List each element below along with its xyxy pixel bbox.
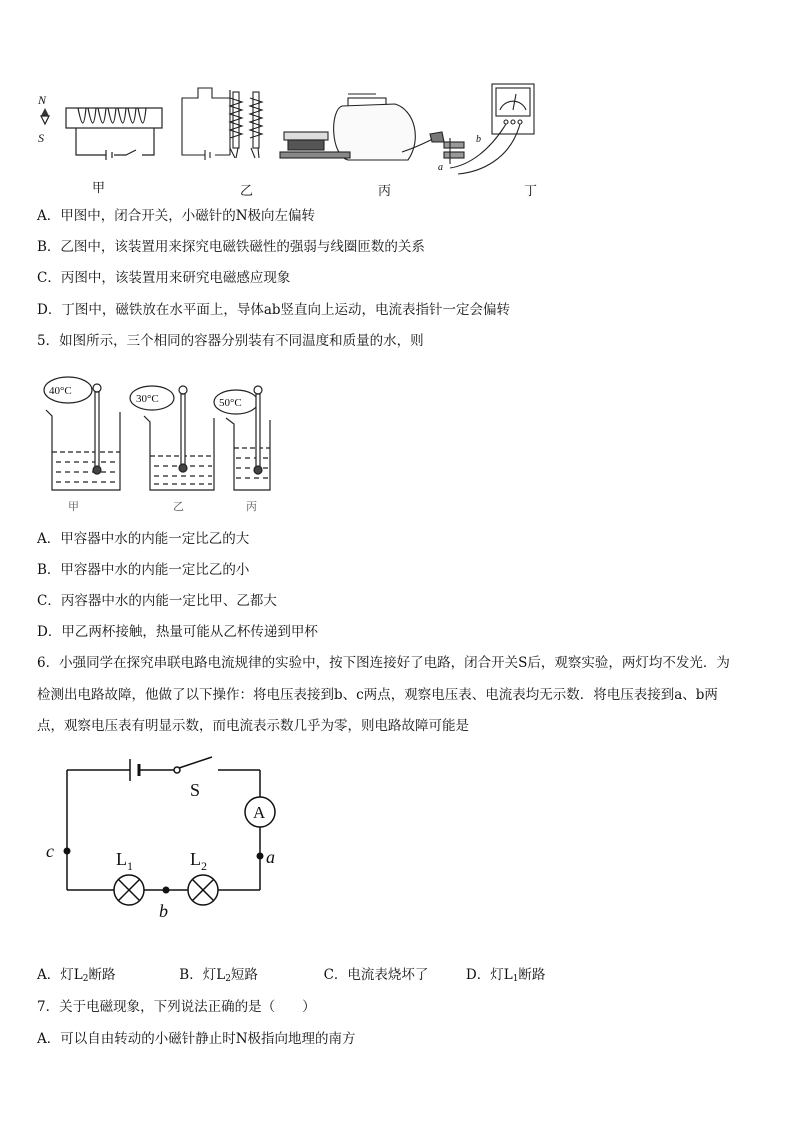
- fig-bing-apparatus: [280, 94, 444, 160]
- compass-s-label: S: [38, 131, 44, 145]
- compass-n-label: N: [38, 93, 47, 107]
- q6-stem-line-2: 检测出电路故障，他做了以下操作：将电压表接到b、c两点，观察电压表、电流表均无示数．将电压表接到a、b两: [37, 687, 718, 703]
- q7-option-a: A．可以自由转动的小磁针静止时N极指向地理的南方: [37, 1031, 356, 1047]
- beaker-label-bing: 丙: [246, 501, 257, 513]
- temp-label-yi: 30°C: [136, 393, 159, 405]
- q5-stem: 5．如图所示，三个相同的容器分别装有不同温度和质量的水，则: [37, 333, 424, 349]
- q4-figure-strip: [30, 80, 550, 200]
- q6-circuit-diagram: [40, 755, 290, 925]
- ding-b-label: b: [476, 134, 481, 145]
- q6-option-c: C．电流表烧坏了: [323, 967, 429, 983]
- ding-a-label: a: [438, 162, 443, 173]
- lamp1-label: $L_1$: [116, 849, 133, 873]
- lamp2-label: $L_2$: [190, 849, 207, 873]
- point-c-label: c: [46, 841, 54, 861]
- point-a-label: a: [266, 847, 275, 867]
- q4-option-b: B．乙图中，该装置用来探究电磁铁磁性的强弱与线圈匝数的关系: [37, 239, 425, 255]
- temp-label-bing: 50°C: [219, 397, 242, 409]
- fig-label-bing: 丙: [378, 184, 392, 199]
- q6-stem-line-3: 点，观察电压表有明显示数，而电流表示数几乎为零，则电路故障可能是: [37, 718, 469, 734]
- beaker-label-yi: 乙: [173, 501, 184, 513]
- fig-label-yi: 乙: [240, 184, 254, 199]
- fig-jia-solenoid: [37, 93, 162, 160]
- q4-option-d: D．丁图中，磁铁放在水平面上，导体ab竖直向上运动，电流表指针一定会偏转: [37, 302, 511, 318]
- switch-label: S: [190, 780, 201, 800]
- q5-option-c: C．丙容器中水的内能一定比甲、乙都大: [37, 593, 277, 609]
- q6-option-d: D．灯$L_1$断路: [465, 967, 546, 984]
- q5-option-d: D．甲乙两杯接触，热量可能从乙杯传递到甲杯: [37, 624, 318, 640]
- temp-label-jia: 40°C: [49, 385, 72, 397]
- q6-stem-line-1: 6．小强同学在探究串联电路电流规律的实验中，按下图连接好了电路，闭合开关S后，观察实验，两灯均不发光．为: [37, 655, 730, 671]
- q6-option-b: B．灯$L_2$短路: [179, 967, 258, 984]
- fig-ding-galvanometer: [438, 84, 534, 174]
- fig-label-jia: 甲: [92, 181, 106, 196]
- q6-options-row: [37, 966, 545, 988]
- q7-stem: 7．关于电磁现象，下列说法正确的是（ ）: [37, 999, 316, 1015]
- ammeter-label: A: [253, 803, 266, 822]
- q5-option-b: B．甲容器中水的内能一定比乙的小: [37, 562, 250, 578]
- q5-beakers-figure: [38, 370, 278, 520]
- fig-yi-electromagnets: [182, 88, 262, 160]
- q4-option-a: A．甲图中，闭合开关，小磁针的N极向左偏转: [37, 208, 316, 224]
- q6-option-a: A．灯$L_2$断路: [37, 967, 116, 984]
- beaker-label-jia: 甲: [68, 501, 79, 513]
- fig-label-ding: 丁: [524, 184, 538, 199]
- q5-option-a: A．甲容器中水的内能一定比乙的大: [37, 531, 250, 547]
- point-b-label: b: [159, 901, 168, 921]
- q4-option-c: C．丙图中，该装置用来研究电磁感应现象: [37, 270, 291, 286]
